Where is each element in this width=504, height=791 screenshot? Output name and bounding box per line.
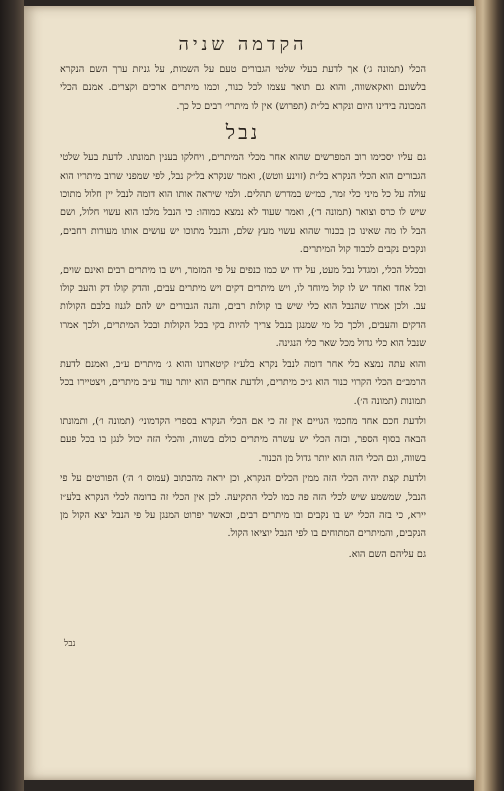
catchword: נבל: [64, 639, 76, 649]
body-paragraph: גם עליו יסכימו רוב המפרשים שהוא אחר מכלי המיתרים, ויחלקו בענין תמונתו. לדעת בעל שלטי הגבורים הוא הכלי הנקרא בל״ת (זוינע ווטש), ואמר שנקרא בל״ק נבל, לפי שמפני שרוב מיתריו הוא עולה על כל מיני כלי זמר, כמ״ש במדרש תהלים. ולמי שיראה אותו הוא דומה לנבל יין חלול מתוכו שיש לו כרס וצואר (תמונה ד׳), ואמר שעוד לא נמצא כמוהו: כי הנבל מלבו הוא עשוי חלול, ושם הבל לו מה שאינו כן בכנור שהוא עשוי מעץ שלם, והנבל מתוכו יש עושים אותו מעורות רחבים, ונקבים נקבים לכבוד קול המיתרים.: [60, 152, 426, 256]
book-page-edges-right: [474, 0, 504, 791]
body-paragraph: ולדעת קצת יהיה הכלי הזה ממין הכלים הנקרא, וכן יראה מהכתוב (עמוס ו׳ ה׳) הפורטים על פי הנבל, שמשמע שיש לכלי הזה פה כמו לכלי התקיעה. לכן אין הכלי זה בדומה לכלי הנקרא בלע״ז יירא, כי בזה הכלי יש בו נקבים ובו מיתרים רבים, וכאשר יפרוט המנגן על פי הנבל יצא הקול מן הנקבים, והמיתרים המתוחים בו לפי הנבל יוציאו הקול.: [60, 473, 426, 540]
intro-paragraph: הכלי (תמונה ג׳) אך לדעת בעלי שלטי הגבורים טעם על השמות, על גניזת ערך השם הנקרא בלשונם וואקאשווה, והוא גם תואר עצמו לכל כנור, וכמו מיתרים ארכים וקצרים. אמנם הכלי המכונה בידינו היום ונקרא בל״ת (תפרוש) אין לו מיתרי׳ רבים כל כך.: [60, 64, 426, 112]
body-paragraph: והוא עתה נמצא בלי אחר דומה לנבל נקרא בלע״ז קיטארונו והוא ג׳ מיתרים ע״ב, ואמנם לדעת הרמב״ם הכלי הקרוי כנור הוא ג״כ מיתרים, ולדעת אחרים הוא יותר עוד ע״ב מיתרים, ויצטיירו בכל תמונות (תמונה ה׳).: [60, 358, 426, 407]
body-paragraph: ובכלל הכלי, ומגדל נבל מעט, על ידו יש כמו כנפים על פי המזמר, ויש בו מיתרים רבים ואינם שוים, וכל אחד ואחד יש לו קול מיוחד לו, ויש מיתרים דקים ויש מיתרים עבים, והדק קולו דק והעב קולו עב. ולכן אמרו שהנבל הוא כלי שיש בו קולות רבים, והנה הגבורים יש להם לגנוז בלבם הקולות הדקים והעבים, ולכך כל מי שמנגן בנבל צריך להיות בקי בכל הקולות ובכל המיתרים, ולכך אמרו שנבל הוא כלי גדול מכל שאר כלי הנגינה.: [60, 264, 426, 350]
page-title: הקדמה שניה: [178, 34, 308, 55]
body-paragraph: ולדעת חכם אחד מחכמי הגויים אין זה כי אם הכלי הנקרא בספרי הקדמוני׳ (תמונה ו׳), ותמונתו הבאה בסוף הספר, ובזה הכלי יש עשרה מיתרים כולם בשווה, והכלי הזה יכול לנגן בו בכל פעם בשווה, וגם הכלי הזה הוא יותר גדול מן הכנור.: [60, 415, 426, 464]
section-heading: נבל: [225, 120, 261, 145]
page-text-area: [60, 34, 426, 754]
book-binding-left: [0, 0, 24, 791]
book-page: [24, 6, 476, 780]
closing-line: גם עליהם השם הוא.: [348, 548, 426, 560]
